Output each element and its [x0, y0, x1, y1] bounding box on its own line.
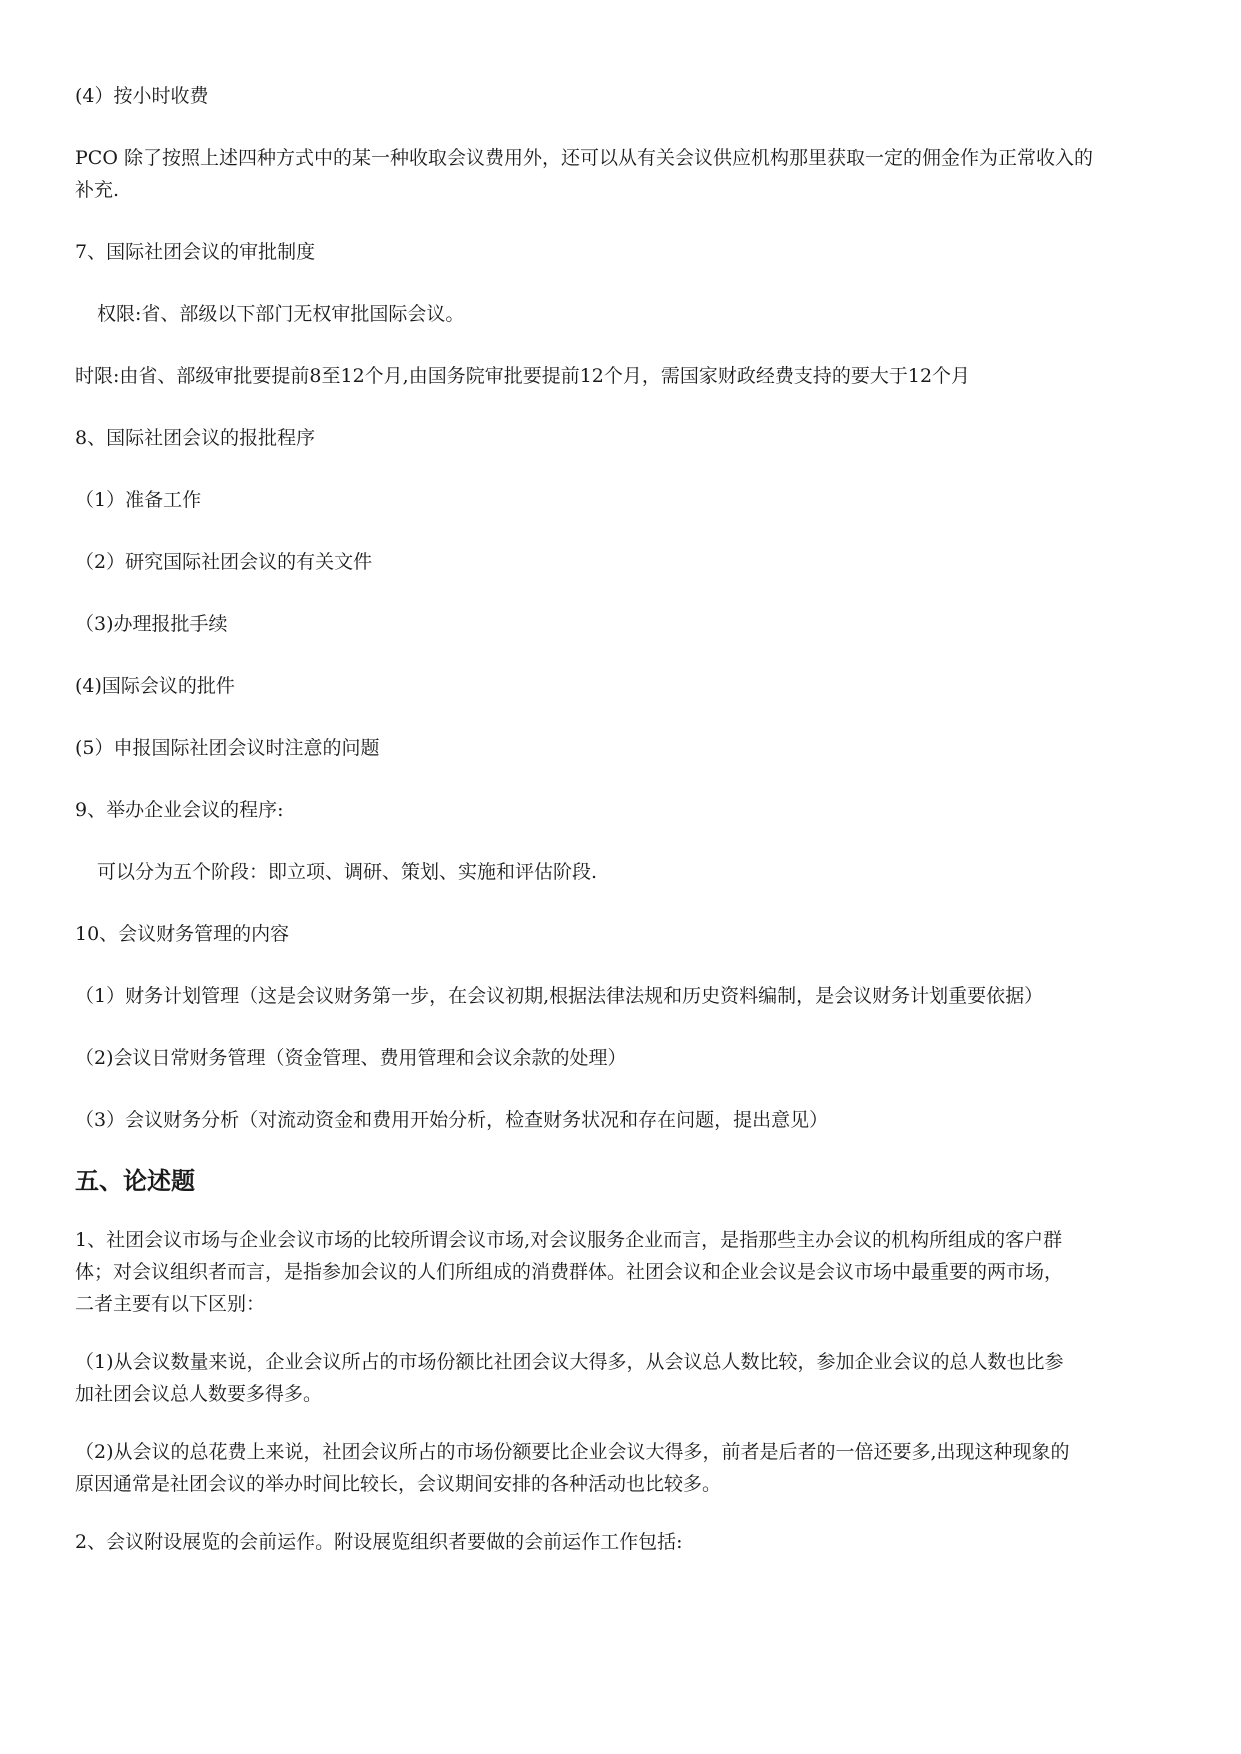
essay-paragraph-2: [75, 1346, 1165, 1410]
finance-item-3: （3）会议财务分析（对流动资金和费用开始分析，检查财务状况和存在问题，提出意见）: [75, 1109, 829, 1131]
document-page: [75, 80, 1165, 1558]
essay-p2-line-2: 加社团会议总人数要多得多。: [75, 1383, 323, 1405]
finance-item-1: （1）财务计划管理（这是会议财务第一步，在会议初期,根据法律法规和历史资料编制，是会议财务计划重要依据）: [75, 985, 1044, 1007]
procedure-step-2: （2）研究国际社团会议的有关文件: [75, 551, 373, 573]
essay-p2-line-1: （1)从会议数量来说，企业会议所占的市场份额比社团会议大得多，从会议总人数比较，参加企业会议的总人数也比参: [75, 1351, 1064, 1373]
approval-authority: 权限:省、部级以下部门无权审批国际会议。: [97, 303, 465, 325]
finance-item-2: （2)会议日常财务管理（资金管理、费用管理和会议余款的处理）: [75, 1047, 627, 1069]
item-10-title: 10、会议财务管理的内容: [75, 923, 290, 945]
essay-paragraph-1: [75, 1224, 1165, 1320]
pco-commission-line-1: PCO 除了按照上述四种方式中的某一种收取会议费用外，还可以从有关会议供应机构那里获取一定的佣金作为正常收入的: [75, 147, 1093, 169]
essay-item-2: 2、会议附设展览的会前运作。附设展览组织者要做的会前运作工作包括:: [75, 1531, 683, 1553]
item-9-title: 9、举办企业会议的程序:: [75, 799, 284, 821]
essay-p1-line-1: 1、社团会议市场与企业会议市场的比较所谓会议市场,对会议服务企业而言，是指那些主办会议的机构所组成的客户群: [75, 1229, 1063, 1251]
pco-commission-paragraph: [75, 142, 1165, 206]
fee-method-4: (4）按小时收费: [75, 85, 209, 107]
procedure-step-1: （1）准备工作: [75, 489, 202, 511]
essay-p1-line-2: 体；对会议组织者而言，是指参加会议的人们所组成的消费群体。社团会议和企业会议是会议市场中最重要的两市场，: [75, 1261, 1064, 1283]
procedure-step-4: (4)国际会议的批件: [75, 675, 235, 697]
pco-commission-line-2: 补充.: [75, 179, 120, 201]
five-stages: 可以分为五个阶段：即立项、调研、策划、实施和评估阶段.: [97, 861, 598, 883]
essay-p3-line-2: 原因通常是社团会议的举办时间比较长，会议期间安排的各种活动也比较多。: [75, 1473, 722, 1495]
essay-p1-line-3: 二者主要有以下区别：: [75, 1293, 266, 1315]
essay-p3-line-1: （2)从会议的总花费上来说，社团会议所占的市场份额要比企业会议大得多，前者是后者的一倍还要多,出现这种现象的: [75, 1441, 1070, 1463]
section-heading: 五、论述题: [75, 1167, 195, 1195]
procedure-step-3: （3)办理报批手续: [75, 613, 228, 635]
item-8-title: 8、国际社团会议的报批程序: [75, 427, 316, 449]
item-7-title: 7、国际社团会议的审批制度: [75, 241, 316, 263]
procedure-step-5: (5）申报国际社团会议时注意的问题: [75, 737, 380, 759]
approval-time-limit: 时限:由省、部级审批要提前8至12个月,由国务院审批要提前12个月，需国家财政经费支持的要大于12个月: [75, 365, 971, 387]
essay-paragraph-3: [75, 1436, 1165, 1500]
